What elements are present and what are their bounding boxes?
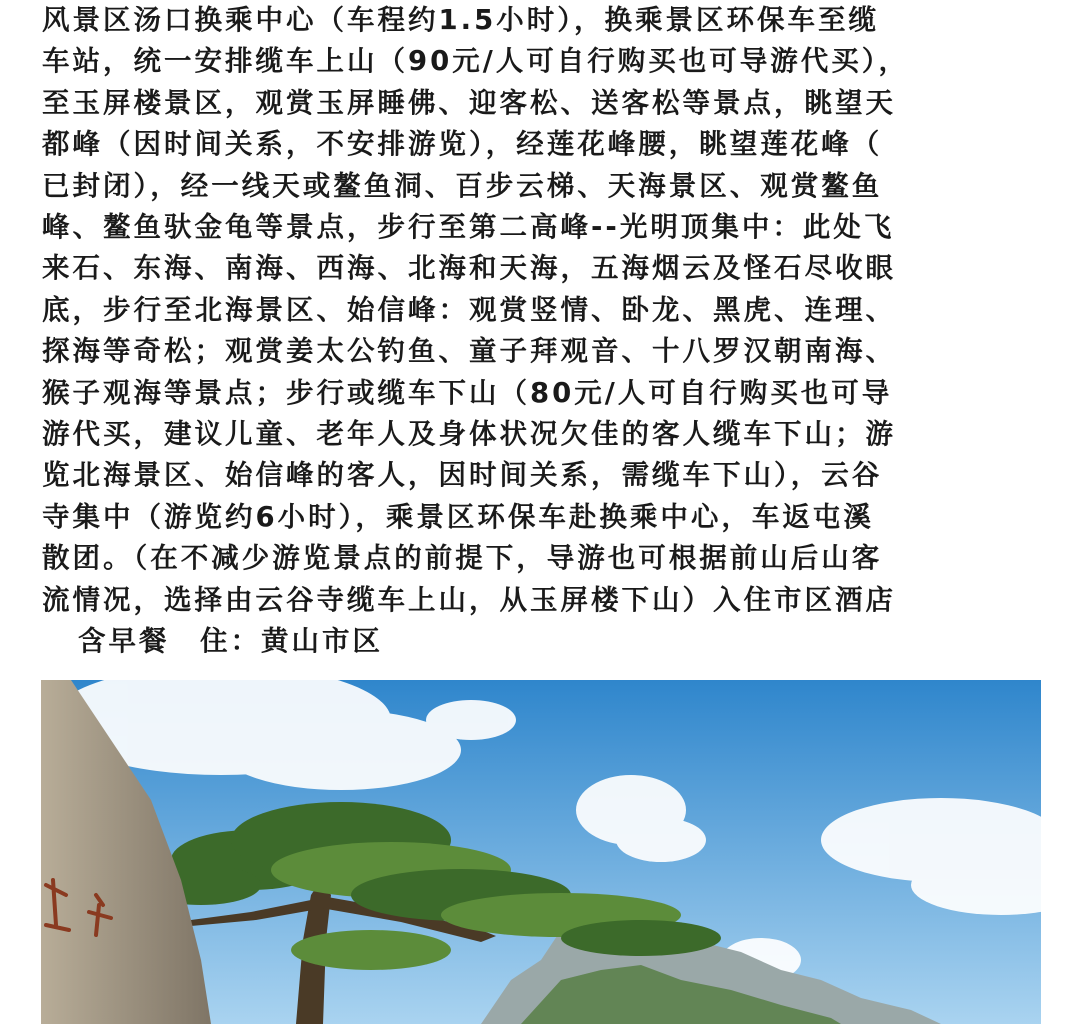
itinerary-line: 游代买，建议儿童、老年人及身体状况欠佳的客人缆车下山；游	[42, 418, 896, 451]
itinerary-line: 已封闭），经一线天或鳌鱼洞、百步云梯、天海景区、观赏鳌鱼	[42, 169, 883, 202]
itinerary-line: 峰、鳌鱼驮金龟等景点，步行至第二高峰--光明顶集中：此处飞	[42, 211, 895, 244]
itinerary-line-accommodation: 含早餐 住：黄山市区	[78, 625, 383, 658]
welcoming-pine-photo	[41, 680, 1041, 1024]
itinerary-line: 寺集中（游览约6小时），乘景区环保车赴换乘中心，车返屯溪	[42, 500, 874, 533]
itinerary-line: 风景区汤口换乘中心（车程约1.5小时），换乘景区环保车至缆	[42, 4, 879, 36]
itinerary-line: 览北海景区、始信峰的客人，因时间关系，需缆车下山），云谷	[42, 459, 883, 492]
itinerary-line: 至玉屏楼景区，观赏玉屏睡佛、迎客松、送客松等景点，眺望天	[42, 86, 896, 119]
itinerary-line: 散团。（在不减少游览景点的前提下，导游也可根据前山后山客	[42, 542, 883, 575]
itinerary-line: 探海等奇松；观赏姜太公钓鱼、童子拜观音、十八罗汉朝南海、	[42, 335, 896, 368]
itinerary-line: 车站，统一安排缆车上山（90元/人可自行购买也可导游代买），	[42, 45, 910, 78]
itinerary-line: 猴子观海等景点；步行或缆车下山（80元/人可自行购买也可导	[42, 376, 893, 409]
itinerary-line: 流情况，选择由云谷寺缆车上山，从玉屏楼下山）入住市区酒店	[42, 583, 896, 616]
itinerary-line: 来石、东海、南海、西海、北海和天海，五海烟云及怪石尽收眼	[42, 252, 896, 285]
itinerary-text	[42, 0, 1042, 663]
itinerary-line: 都峰（因时间关系，不安排游览），经莲花峰腰，眺望莲花峰（	[42, 128, 883, 161]
itinerary-line: 底，步行至北海景区、始信峰：观赏竖情、卧龙、黑虎、连理、	[42, 293, 896, 326]
photo-illustration	[41, 680, 1041, 1024]
